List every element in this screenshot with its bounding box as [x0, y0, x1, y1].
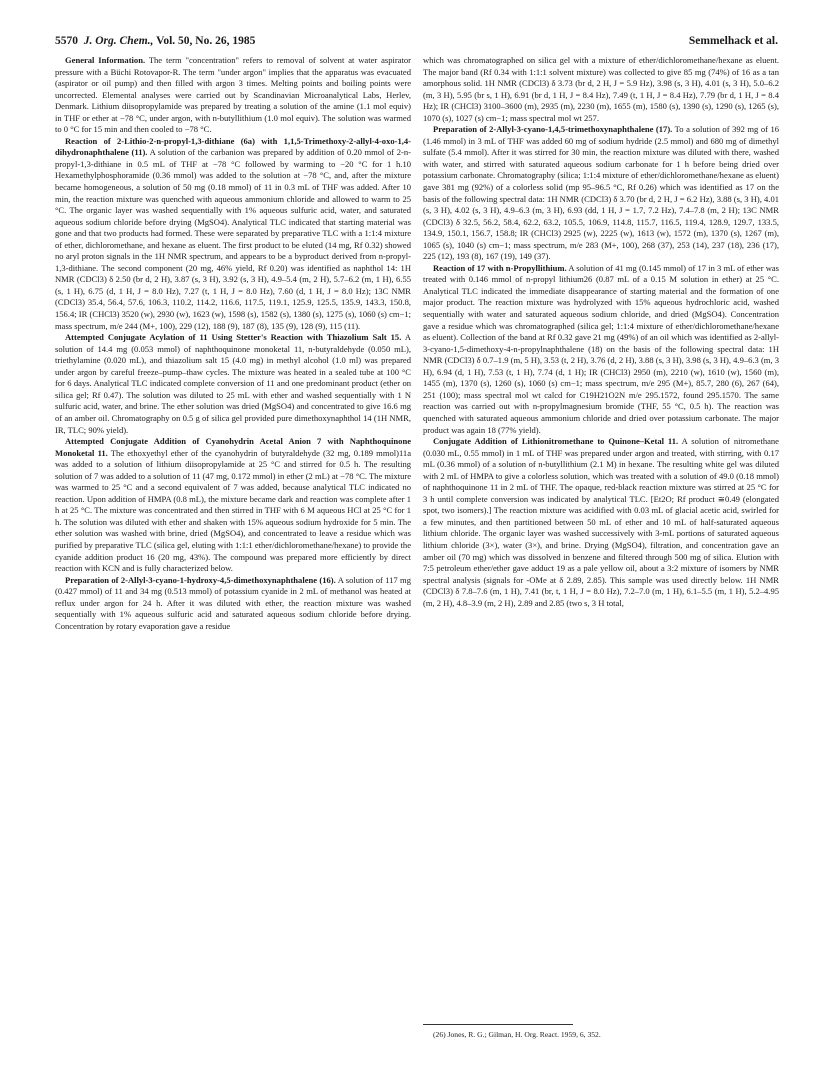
paragraph-heading: Conjugate Addition of Lithionitromethane to Quinone–Ketal 11. — [433, 436, 679, 447]
paragraph-text: A solution of nitromethane (0.030 mL, 0.55 mmol) in 1 mL of THF was prepared under argon and treated, with stirring, with 0.17 mL (0.36 mmol) of a solution of n-butyllithium (2.1 M) in hexane. The resulting white gel was diluted with 2 mL of HMPA to give a colorless solution, which was treated with a solution of 49.0 (0.18 mmol) of naphthoquinone 11 in 2 mL of THF. The opaque, red-black reaction mixture was stirred at 25 °C for 3 h until complete conversion was indicated by analytical TLC. [Et2O; Rf product ≅0.49 (elongated spot, two isomers).] The reaction mixture was acidified with 0.03 mL of glacial acetic acid, swirled for a few minutes, and then partitioned between 50 mL of ether and 10 mL of half-saturated aqueous lithium chloride. The organic layer was washed successively with 3-mL portions of saturated aqueous lithium chloride (3×), water (3×), and brine. Drying (MgSO4), filtration, and concentration gave an amber oil (70 mg) which was dissolved in benzene and filtered through 500 mg of silica. Elution with 7:5 petroleum ether/ether gave adduct 19 as a pale yellow oil, about a 3:2 mixture of isomers by NMR spectral analysis (signals for -OMe at δ 2.89, 2.85). This sample was used directly below. 1H NMR (CDCl3) δ 7.8–7.6 (m, 1 H), 7.41 (br, t, 1 H, J = 8.0 Hz), 7.2–7.0 (m, 1 H), 6.1–5.5 (m, 1 H), 5.2–4.95 (m, 2 H), 4.8–3.9 (m, 2 H), 2.89 and 2.85 (two s, 3 H total, — [423, 436, 779, 608]
footnote-rule — [423, 1024, 573, 1025]
header-left — [55, 32, 255, 50]
right-column — [423, 55, 779, 609]
paragraph — [423, 124, 779, 263]
journal-name: J. Org. Chem., — [83, 35, 154, 47]
paragraph-text: which was chromatographed on silica gel with a mixture of ether/dichloromethane/hexane as eluent. The major band (Rf 0.34 with 1:1:1 solvent mixture) was collected to give 85 mg (74%) of 16 as a tan amorphous solid. 1H NMR (CDCl3) δ 3.73 (br d, 2 H, J = 5.9 Hz), 3.98 (s, 3 H), 4.01 (s, 3 H), 5.0–6.2 (m, 3 H), 5.95 (br s, 1 H), 6.91 (br d, 1 H, J = 8.4 Hz), 7.49 (t, 1 H, J = 8.4 Hz), 7.79 (br d, 1 H, J = 8.4 Hz); IR (CHCl3) 3100–3600 (m), 2935 (m), 2230 (m), 1655 (m), 1580 (s), 1390 (s), 1290 (s), 1265 (s), 1070 (s), 1027 (s) cm−1; mass spectral mol wt 257. — [423, 55, 779, 123]
left-column — [55, 55, 411, 632]
paragraph — [55, 136, 411, 332]
paragraph-heading: Preparation of 2-Allyl-3-cyano-1-hydroxy-4,5-dimethoxynaphthalene (16). — [65, 574, 336, 585]
paragraph-text: A solution of 117 mg (0.427 mmol) of 11 and 34 mg (0.513 mmol) of potassium cyanide in 2 mL of methanol was heated at reflux under argon for 24 h. After it was diluted with ether, the reaction mixture was washed sequentially with 1% aqueous sulfuric acid and saturated aqueous sodium chloride before drying. Concentration by rotary evaporation gave a residue — [55, 574, 411, 631]
paragraph-heading: General Information. — [65, 55, 146, 65]
paragraph-text: The term "concentration" refers to removal of solvent at water aspirator pressure with a Büchi Rotovapor-R. The term "under argon" implies that the apparatus was evacuated (aspirator or oil pump) and then filled with argon 3 times. Melting points and boiling points were uncorrected. Elemental analyses were carried out by Scandinavian Microanalytical Labs, Herlev, Denmark. Lithium diisopropylamide was prepared by treating a solution of the amine (1.1 mol equiv) in THF or ether at −78 °C, under argon, with n-butyllithium (1.0 mol equiv). The solution was warmed to 0 °C for 15 min and then cooled to −78 °C. — [55, 55, 412, 135]
paragraph — [423, 263, 779, 436]
paragraph-text: A solution of 14.4 mg (0.053 mmol) of naphthoquinone monoketal 11, n-butyraldehyde (0.050 mL), triethylamine (0.020 mL), and thiazolium salt 15 (4.0 mg) in methyl alcohol (1.0 ml) was prepared under argon by careful freeze–pump–thaw cycles. The mixture was heated in a sealed tube at 100 °C for 6 days. Analytical TLC indicated complete conversion of 11 and one predominant product (ether on silica gel; Rf 0.47). The solution was diluted to 25 mL with ether and washed sequentially with 1 N sulfuric acid, water, and brine. The ether solution was dried (MgSO4) and concentrated to give 16.6 mg of an amber oil. Chromatography on 0.5 g of silica gel provided pure dimethoxynaphthol 14 (1H NMR, IR, TLC; 90% yield). — [55, 332, 411, 435]
paragraph-text: To a solution of 392 mg of 16 (1.46 mmol) in 3 mL of THF was added 60 mg of sodium hydride (2.5 mmol) and 680 mg of dimethyl sulfate (5.4 mmol). After it was stirred for 30 min, the reaction mixture was diluted with there, washed with water, and stirred with saturated aqueous sodium carbonate for 1 h before being dried over potassium carbonate. Chromatography (silica; 1:1:4 mixture of ether/dichloromethane/hexane as eluent) gave 381 mg (92%) of a colorless solid (mp 95–96.5 °C, Rf 0.26) which was identified as 17 on the basis of the following spectral data: 1H NMR (CDCl3) δ 3.70 (br d, 2 H, J = 6.2 Hz), 3.88 (s, 3 H), 4.01 (s, 3 H), 4.02 (s, 3 H), 4.9–6.3 (m, 3 H), 6.93 (dd, 1 H, J = 1.7, 7.2 Hz), 7.4–7.8 (m, 2 H); 13C NMR (CDCl3) δ 32.5, 56.2, 58.4, 62.2, 63.2, 105.5, 106.9, 114.8, 115.7, 116.5, 119.4, 128.9, 129.7, 133.5, 134.9, 150.1, 156.7, 158.8; IR (CHCl3) 2925 (w), 2225 (w), 1613 (w), 1572 (m), 1370 (s), 1267 (m), 1065 (s), 1040 (s) cm−1; mass spectrum, m/e 283 (M+, 100), 268 (37), 253 (14), 237 (18), 236 (17), 225 (12), 193 (8), 167 (19), 149 (37). — [423, 124, 780, 262]
paragraph-heading: Attempted Conjugate Acylation of 11 Using Stetter's Reaction with Thiazolium Salt 15. — [65, 332, 402, 343]
paragraph-text: A solution of 41 mg (0.145 mmol) of 17 in 3 mL of ether was treated with 0.146 mmol of n-propyl lithium26 (0.87 mL of a 0.15 M solution in ether) at 25 °C. Analytical TLC indicated the immediate disappearance of starting material and the formation of one major product. The reaction mixture was hydrolyzed with 15% aqueous hydrochloric acid, washed sequentially with water and saturated aqueous sodium chloride, and dried (MgSO4). Concentration gave a residue which was chromatographed (silica gel; 1:1:4 mixture of ether/dichloromethane/hexane as eluent). Collection of the band at Rf 0.32 gave 21 mg (49%) of an oil which was identified as 2-allyl-3-cyano-1,5-dimethoxy-4-n-propylnaphthalene (18) on the basis of the following spectral data: 1H NMR (CDCl3) δ 0.7–1.9 (m, 5 H), 3.53 (t, 2 H), 3.76 (d, 2 H), 3.88 (s, 3 H), 3.98 (s, 3 H), 4.9–6.3 (m, 3 H), 6.94 (d, 1 H), 7.53 (t, 1 H), 7.74 (d, 1 H); IR (CHCl3) 2950 (m), 2210 (w), 1610 (w), 1560 (m), 1455 (m), 1370 (s), 1260 (s), 1060 (s) cm−1; mass spectrum, m/e 295 (M+), 85.7, 280 (6), 267 (64), 251 (100); mass spectral mol wt calcd for C19H21O2N m/e 295.1572, found 295.1570. The same reaction was carried out with n-propylmagnesium bromide (THF, 55 °C, 0.5 h). The reaction was quenched with saturated aqueous ammonium chloride and dried over potassium carbonate. The major product was again 18 (77% yield). — [423, 262, 779, 435]
paragraph — [55, 436, 411, 575]
running-header — [55, 32, 778, 50]
paragraph — [55, 575, 411, 633]
paragraph — [423, 55, 779, 124]
paragraph — [423, 436, 779, 609]
paragraph-heading: Reaction of 17 with n-Propyllithium. — [433, 262, 567, 273]
paragraph-text: A solution of the carbanion was prepared by addition of 0.20 mmol of 2-n-propyl-1,3-dithiane in 0.5 mL of THF at −78 °C followed by warming to −20 °C for 1 h.10 Hexamethylphosphoramide (0.36 mmol) was added to the solution at −78 °C, and, after the mixture became homogeneous, a solution of 50 mg (0.18 mmol) of 11 in 0.3 mL of THF was added. After 10 min, the reaction mixture was quenched with aqueous ammonium chloride and allowed to warm to 25 °C. The organic layer was washed sequentially with 1% aqueous sulfuric acid, water, and saturated aqueous sodium chloride before drying (MgSO4). Analytical TLC indicated that starting material was gone and that two products had formed. These were separated by preparative TLC with a 1:1:4 mixture of ether, dichloromethane, and hexane as eluent. The first product to be eluted (14 mg, Rf 0.32) showed no aryl proton signals in the 1H NMR spectrum, and appears to be a byproduct derived from n-propyl-1,3-dithiane. The second component (20 mg, 46% yield, Rf 0.20) was identified as naphthol 14: 1H NMR (CDCl3) δ 2.50 (br d, 2 H), 3.87 (s, 3 H), 3.92 (s, 3 H), 4.9–5.4 (m, 2 H), 5.7–6.2 (m, 1 H), 6.55 (s, 1 H), 6.75 (d, 1 H, J = 8.0 Hz), 7.27 (t, 1 H, J = 8.0 Hz), 7.60 (d, 1 H, J = 8.0 Hz); 13C NMR (CDCl3) 35.4, 56.4, 57.6, 106.3, 110.2, 114.2, 116.6, 117.5, 119.1, 125.9, 125.5, 135.9, 143.3, 150.8, 156.4; IR (CHCl3) 3520 (w), 2930 (w), 1623 (w), 1598 (s), 1582 (s), 1380 (s), 1275 (s), 1060 (s) cm−1; mass spectrum, m/e 244 (M+, 100), 229 (12), 188 (9), 187 (8), 135 (9), 128 (9), 115 (11). — [55, 147, 411, 331]
paragraph-heading: Reaction of 2-Lithio-2-n-propyl-1,3-dithiane (6a) with 1,1,5-Trimethoxy-2-allyl-4-oxo-1,4-dihydronaphthalene (11). — [55, 135, 411, 158]
volume-info: Vol. 50, No. 26, 1985 — [156, 35, 256, 47]
paragraph — [55, 332, 411, 436]
paragraph-text: The ethoxyethyl ether of the cyanohydrin of butyraldehyde (32 mg, 0.189 mmol)11a was added to a solution of lithium diisopropylamide at 25 °C and stirred for 0.5 h. The resulting solution of 7 was added to a solution of 11 (47 mg, 0.172 mmol) in ether (2 mL) at −78 °C. The mixture was warmed to 25 °C and a second equivalent of 7 was added, because analytical TLC indicated no reaction. Upon addition of HMPA (0.8 mL), the mixture became dark and reaction was complete after 1 h at 25 °C. The mixture was concentrated and then stirred in THF with 6 M aqueous HCl at 25 °C for 1 h. The solution was diluted with ether and shaken with 15% aqueous sodium hydroxide for 5 min. The ether solution was washed with brine, dried (MgSO4), and concentrated to leave a residue which was purified by preparative TLC (silica gel, eluting with 1:1:1 ether/dichloromethane/hexane) to provide the cyanide addition product 16 (20 mg, 43%). The compound was prepared more efficiently by direct reaction with KCN and is fully characterized below. — [55, 447, 411, 574]
footnote: (26) Jones, R. G.; Gilman, H. Org. React. 1959, 6, 352. — [433, 1030, 601, 1039]
paragraph-heading: Preparation of 2-Allyl-3-cyano-1,4,5-trimethoxynaphthalene (17). — [433, 124, 673, 135]
page-number: 5570 — [55, 35, 78, 47]
paragraph-heading: Attempted Conjugate Addition of Cyanohydrin Acetal Anion 7 with Naphthoquinone Monoketal 11. — [55, 436, 411, 458]
paragraph — [55, 55, 411, 136]
header-authors: Semmelhack et al. — [688, 35, 778, 47]
